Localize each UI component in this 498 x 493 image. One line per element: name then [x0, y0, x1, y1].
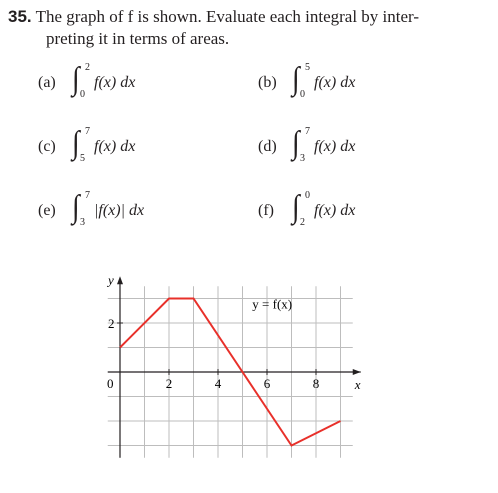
lower-limit: 3 [300, 153, 305, 164]
upper-limit: 7 [85, 190, 90, 201]
part-label: (f) [258, 202, 274, 219]
x-tick-label: 4 [214, 376, 222, 391]
part-label: (d) [258, 138, 277, 155]
upper-limit: 7 [85, 126, 90, 137]
lower-limit: 0 [80, 89, 85, 100]
curve-label: y = f(x) [252, 296, 293, 312]
problem-number: 35. [8, 7, 32, 26]
integrand: f(x) dx [94, 74, 136, 91]
part-label: (b) [258, 74, 277, 91]
lower-limit: 3 [80, 217, 85, 228]
integral-sign: ∫ 7 3 [72, 189, 90, 228]
integral-sign: ∫ 7 3 [292, 125, 310, 164]
x-axis-label: x [354, 377, 361, 392]
problem-text-2: preting it in terms of areas. [46, 29, 230, 48]
part-label: (a) [38, 74, 56, 91]
integral-sign: ∫ 2 0 [72, 61, 90, 100]
lower-limit: 5 [80, 153, 85, 164]
y-tick-label: 2 [108, 316, 115, 331]
integrand: f(x) dx [94, 138, 136, 155]
part-label: (e) [38, 202, 56, 219]
problem-text-1: The graph of f is shown. Evaluate each integral by inter- [35, 7, 420, 26]
integral-sign: ∫ 7 5 [72, 125, 90, 164]
y-axis-label: y [108, 272, 114, 288]
lower-limit: 2 [300, 217, 305, 228]
x-tick-label: 6 [263, 376, 271, 391]
upper-limit: 0 [305, 190, 310, 201]
integrand: f(x) dx [314, 74, 356, 91]
part-label: (c) [38, 138, 56, 155]
lower-limit: 0 [300, 89, 305, 100]
x-tick-label: 2 [165, 376, 173, 391]
integral-sign: ∫ 5 0 [292, 61, 310, 100]
integral-sign: ∫ 0 2 [292, 189, 310, 228]
upper-limit: 5 [305, 62, 310, 73]
x-tick-label: 8 [312, 376, 320, 391]
integrand: f(x) dx [314, 202, 356, 219]
integrand: f(x) dx [314, 138, 356, 155]
origin-label: 0 [107, 376, 114, 391]
upper-limit: 7 [305, 126, 310, 137]
integrand: |f(x)| dx [94, 202, 145, 219]
y-axis-arrow-icon [117, 276, 123, 284]
upper-limit: 2 [85, 62, 90, 73]
x-axis-arrow-icon [353, 369, 361, 375]
